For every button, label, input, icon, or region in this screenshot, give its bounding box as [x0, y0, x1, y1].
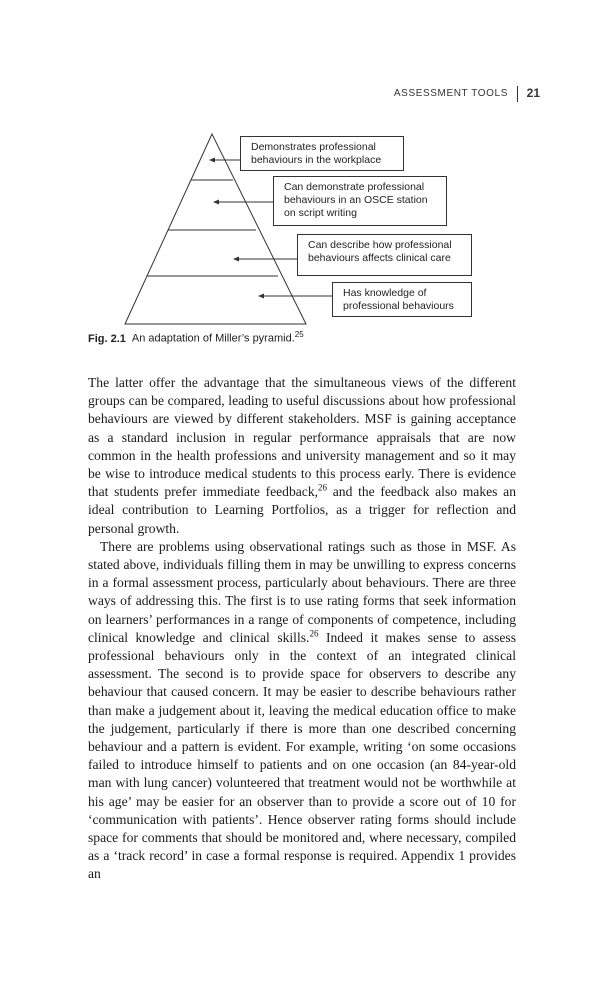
arrowhead-level-1 [209, 158, 215, 163]
arrowhead-level-3 [233, 257, 239, 262]
paragraph-2-text-a: There are problems using observational ratings such as those in MSF. As stated above, individuals filling them in may be unwilling to express concerns in a formal assessment process, particularly about behaviours. There are three ways of addressing this. The first is to use rating forms that seek information on learners’ performances in a range of components of competence, including clinical knowledge and clinical skills. [88, 538, 516, 645]
body-text [88, 374, 516, 884]
paragraph-2 [88, 538, 516, 884]
arrowhead-level-4 [258, 294, 264, 299]
figure-label: Fig. 2.1 [88, 332, 126, 345]
running-head [360, 86, 540, 104]
level-box-shows-how: Can demonstrate professional behaviours in an OSCE station on script writing [273, 176, 447, 226]
level-box-knows: Has knowledge of professional behaviours [332, 282, 472, 317]
level-box-knows-how: Can describe how professional behaviours affects clinical care [297, 234, 472, 276]
millers-pyramid-figure [120, 130, 480, 325]
page-number: 21 [526, 86, 540, 100]
running-head-divider [517, 86, 518, 102]
paragraph-1 [88, 374, 516, 538]
citation-26: 26 [318, 482, 328, 493]
level-box-does: Demonstrates professional behaviours in the workplace [240, 136, 404, 171]
paragraph-1-text-a: The latter offer the advantage that the simultaneous views of the different groups can be compared, leading to useful discussions about how professional behaviours are viewed by different stakeholders. MSF is gaining acceptance as a standard inclusion in regular performance appraisals that are now common in the health professions and university management and so it may be wise to introduce medical students to this process early. There is evidence that students prefer immediate feedback, [88, 375, 516, 500]
citation-26: 26 [309, 628, 319, 639]
paragraph-2-text-b: Indeed it makes sense to assess professional behaviours only in the context of an integrated clinical assessment. The second is to provide space for observers to describe any behaviour that caused concern. It may be easier to describe behaviours rather than make a judgement about it, leaving the medical education office to make the judgement, particularly if there is more than one described concerning behaviour and a pattern is evident. For example, writing ‘on some occasions failed to introduce himself to patients and on one occasion (an 84-year-old man with lung cancer) volunteered that treatment would not be worthwhile at his age’ may be easier for an observer than to provide a score out of 10 for ‘communication with patients’. Hence observer rating forms should include space for comments that should be monitored and, where necessary, compiled as a ‘track record’ in case a formal response is required. Appendix 1 provides an [88, 629, 517, 882]
figure-caption-text: An adaptation of Miller’s pyramid. [131, 332, 295, 345]
paragraph-1-text-b: and the feedback also makes an ideal contribution to Learning Portfolios, as a trigger for reflection and personal growth. [88, 484, 516, 536]
figure-caption-reference: 25 [294, 330, 304, 339]
figure-caption [88, 330, 528, 345]
running-head-section: ASSESSMENT TOOLS [393, 88, 508, 99]
arrowhead-level-2 [213, 200, 219, 205]
